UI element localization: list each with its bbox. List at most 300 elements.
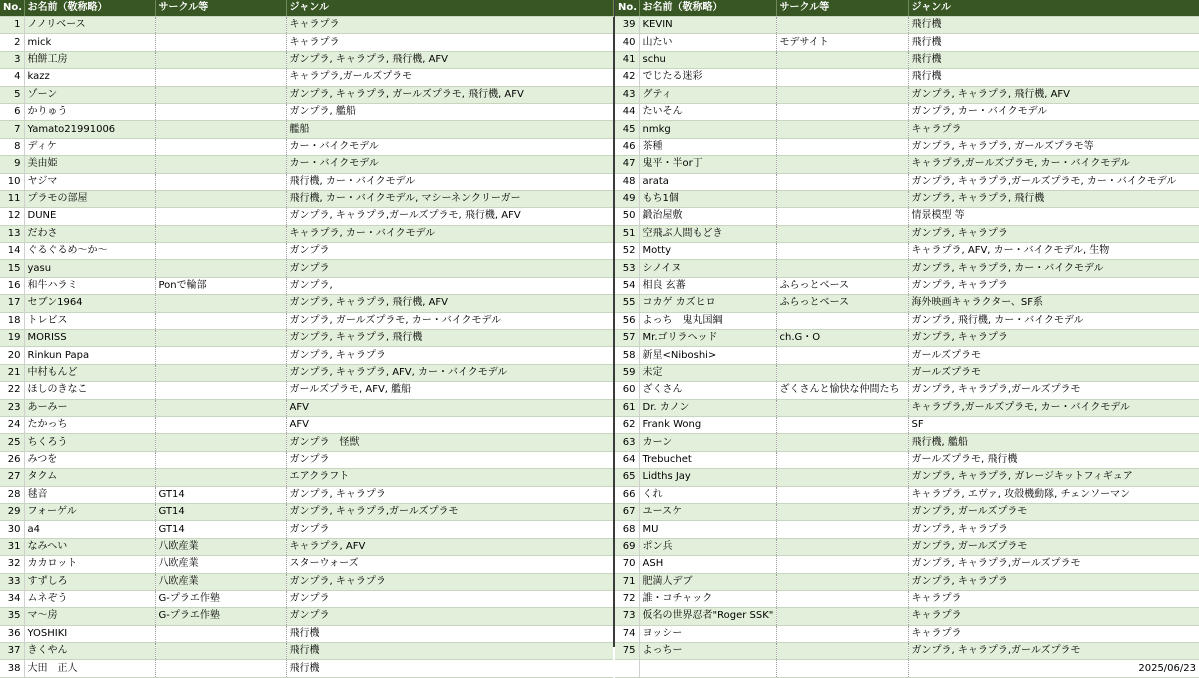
genre-list: スターウォーズ	[286, 556, 613, 573]
participant-name: きくやん	[24, 643, 155, 660]
participant-name: ゾーン	[24, 86, 155, 103]
table-row	[0, 330, 613, 347]
circle-name	[776, 86, 908, 103]
table-row	[615, 573, 1199, 590]
row-number: 56	[615, 312, 639, 329]
row-number: 46	[615, 138, 639, 155]
participant-name: DUNE	[24, 208, 155, 225]
circle-name	[776, 138, 908, 155]
circle-name	[776, 156, 908, 173]
participant-name: カーン	[639, 434, 776, 451]
table-row	[0, 382, 613, 399]
row-number: 23	[0, 399, 24, 416]
row-number: 45	[615, 121, 639, 138]
circle-name: GT14	[155, 486, 286, 503]
row-number: 27	[0, 469, 24, 486]
row-number: 51	[615, 225, 639, 242]
genre-list: エアクラフト	[286, 469, 613, 486]
genre-list: 情景模型 等	[908, 208, 1199, 225]
row-number: 66	[615, 486, 639, 503]
participant-name: 山たい	[639, 34, 776, 51]
genre-list: ガンプラ, キャラプラ, 飛行機	[908, 190, 1199, 207]
update-date: 2025/06/23	[908, 660, 1199, 677]
row-number: 3	[0, 51, 24, 68]
row-number: 54	[615, 277, 639, 294]
genre-list: 飛行機	[908, 69, 1199, 86]
table-row	[0, 503, 613, 520]
row-number: 7	[0, 121, 24, 138]
header-no: No.	[0, 0, 24, 17]
row-number: 39	[615, 17, 639, 34]
genre-list: ガールズプラモ	[908, 347, 1199, 364]
table-row	[0, 51, 613, 68]
right-header-row	[615, 0, 1199, 17]
row-number: 2	[0, 34, 24, 51]
participant-name: ノノリベース	[24, 17, 155, 34]
table-row	[615, 330, 1199, 347]
table-row	[615, 608, 1199, 625]
row-number: 41	[615, 51, 639, 68]
participant-name: フォーゲル	[24, 503, 155, 520]
genre-list: ガンプラ	[286, 521, 613, 538]
row-number: 25	[0, 434, 24, 451]
participant-name: くれ	[639, 486, 776, 503]
table-row	[615, 51, 1199, 68]
participant-name: YOSHIKI	[24, 625, 155, 642]
participant-name: KEVIN	[639, 17, 776, 34]
table-row	[615, 538, 1199, 555]
participant-name: タクム	[24, 469, 155, 486]
circle-name	[776, 503, 908, 520]
row-number: 9	[0, 156, 24, 173]
genre-list: ガンプラ, キャラプラ, ガレージキットフィギュア	[908, 469, 1199, 486]
genre-list: 飛行機, カー・バイクモデル	[286, 173, 613, 190]
circle-name	[776, 608, 908, 625]
genre-list: 海外映画キャラクター、SF系	[908, 295, 1199, 312]
participant-name: a4	[24, 521, 155, 538]
genre-list: ガンプラ, キャラプラ,ガールズプラモ	[286, 503, 613, 520]
participant-name: Trebuchet	[639, 451, 776, 468]
participant-name: もち1個	[639, 190, 776, 207]
genre-list: ガンプラ	[286, 243, 613, 260]
participant-name: ムネぞう	[24, 590, 155, 607]
left-header-row	[0, 0, 613, 17]
table-row	[615, 103, 1199, 120]
circle-name: ch.G・O	[776, 330, 908, 347]
table-row	[615, 243, 1199, 260]
circle-name	[776, 416, 908, 433]
participant-name: schu	[639, 51, 776, 68]
row-number: 48	[615, 173, 639, 190]
participant-name: マ～房	[24, 608, 155, 625]
participant-name: 誰・コチャック	[639, 590, 776, 607]
circle-name	[776, 643, 908, 660]
table-row	[0, 243, 613, 260]
circle-name: 八欧産業	[155, 556, 286, 573]
genre-list: ガンプラ, キャラプラ,ガールズプラモ	[908, 643, 1199, 660]
table-row	[0, 660, 613, 677]
row-number: 16	[0, 277, 24, 294]
table-row	[0, 469, 613, 486]
genre-list: ガンプラ, キャラプラ,ガールズプラモ	[908, 556, 1199, 573]
genre-list: 飛行機	[286, 660, 613, 677]
table-row	[0, 556, 613, 573]
row-number: 60	[615, 382, 639, 399]
genre-list: ガンプラ	[286, 260, 613, 277]
row-number: 34	[0, 590, 24, 607]
table-row	[0, 573, 613, 590]
genre-list: ガンプラ, キャラプラ	[286, 486, 613, 503]
genre-list: ガンプラ, キャラプラ, 飛行機, AFV	[286, 51, 613, 68]
circle-name	[776, 399, 908, 416]
row-number: 71	[615, 573, 639, 590]
genre-list: ガンプラ, キャラプラ	[286, 347, 613, 364]
participant-name: すずしろ	[24, 573, 155, 590]
table-row	[0, 34, 613, 51]
participant-name: セブン1964	[24, 295, 155, 312]
genre-list: キャラプラ, AFV	[286, 538, 613, 555]
row-number: 42	[615, 69, 639, 86]
table-row	[0, 277, 613, 294]
row-number: 36	[0, 625, 24, 642]
participant-name: よっち 鬼丸国綱	[639, 312, 776, 329]
genre-list: AFV	[286, 416, 613, 433]
table-row	[615, 434, 1199, 451]
participant-name: 未定	[639, 364, 776, 381]
table-row	[615, 173, 1199, 190]
table-row	[0, 486, 613, 503]
genre-list: キャラプラ	[286, 17, 613, 34]
circle-name	[776, 434, 908, 451]
participant-name: 大田 正人	[24, 660, 155, 677]
row-number: 6	[0, 103, 24, 120]
genre-list: ガンプラ, キャラプラ, 飛行機, AFV	[908, 86, 1199, 103]
table-row	[615, 590, 1199, 607]
participant-name: ポン兵	[639, 538, 776, 555]
row-number: 33	[0, 573, 24, 590]
participant-name: ヤジマ	[24, 173, 155, 190]
genre-list: ガンプラ	[286, 590, 613, 607]
row-number: 50	[615, 208, 639, 225]
table-row	[0, 643, 613, 660]
table-row	[0, 260, 613, 277]
table-row	[615, 364, 1199, 381]
header-circle: サークル等	[776, 0, 908, 17]
row-number: 5	[0, 86, 24, 103]
genre-list: ガンプラ, キャラプラ, 飛行機	[286, 330, 613, 347]
participant-name: Mr.ゴリラヘッド	[639, 330, 776, 347]
genre-list: ガンプラ, キャラプラ	[286, 573, 613, 590]
genre-list: ガンプラ, ガールズプラモ	[908, 538, 1199, 555]
circle-name	[155, 416, 286, 433]
circle-name	[776, 190, 908, 207]
table-row	[615, 556, 1199, 573]
participant-name: グティ	[639, 86, 776, 103]
participant-name: シノイヌ	[639, 260, 776, 277]
table-row	[615, 295, 1199, 312]
row-number: 17	[0, 295, 24, 312]
table-row	[615, 521, 1199, 538]
row-number: 38	[0, 660, 24, 677]
circle-name: モデサイト	[776, 34, 908, 51]
genre-list: 飛行機	[908, 17, 1199, 34]
circle-name	[155, 260, 286, 277]
participant-name: 柏餅工房	[24, 51, 155, 68]
participant-name: ちくろう	[24, 434, 155, 451]
row-number: 53	[615, 260, 639, 277]
table-row	[0, 138, 613, 155]
row-number: 75	[615, 643, 639, 660]
circle-name	[155, 51, 286, 68]
table-row	[0, 590, 613, 607]
row-number: 40	[615, 34, 639, 51]
genre-list: ガンプラ, キャラプラ, AFV, カー・バイクモデル	[286, 364, 613, 381]
circle-name	[155, 434, 286, 451]
circle-name	[776, 451, 908, 468]
circle-name	[776, 347, 908, 364]
participant-name: よっちー	[639, 643, 776, 660]
row-number: 29	[0, 503, 24, 520]
participant-name: ユースケ	[639, 503, 776, 520]
circle-name	[155, 121, 286, 138]
table-row	[615, 260, 1199, 277]
participant-name: kazz	[24, 69, 155, 86]
genre-list: ガールズプラモ, AFV, 艦船	[286, 382, 613, 399]
row-number: 26	[0, 451, 24, 468]
participant-name: でじたる迷彩	[639, 69, 776, 86]
circle-name: Ponで輪部	[155, 277, 286, 294]
circle-name	[776, 243, 908, 260]
table-row	[615, 156, 1199, 173]
participant-name: ぐるぐるめ～か～	[24, 243, 155, 260]
circle-name	[155, 364, 286, 381]
circle-name: ふらっとベース	[776, 295, 908, 312]
footer-row	[615, 660, 1199, 677]
row-number: 24	[0, 416, 24, 433]
row-number: 32	[0, 556, 24, 573]
genre-list: ガンプラ, カー・バイクモデル	[908, 103, 1199, 120]
row-number: 55	[615, 295, 639, 312]
circle-name	[776, 103, 908, 120]
genre-list: ガンプラ, キャラプラ,ガールズプラモ	[908, 382, 1199, 399]
genre-list: ガンプラ, 飛行機, カー・バイクモデル	[908, 312, 1199, 329]
genre-list: キャラプラ, AFV, カー・バイクモデル, 生物	[908, 243, 1199, 260]
table-row	[615, 347, 1199, 364]
row-number: 52	[615, 243, 639, 260]
row-number: 21	[0, 364, 24, 381]
table-row	[615, 86, 1199, 103]
row-number: 65	[615, 469, 639, 486]
circle-name	[155, 643, 286, 660]
circle-name	[776, 538, 908, 555]
header-no: No.	[615, 0, 639, 17]
circle-name	[155, 34, 286, 51]
table-row	[615, 469, 1199, 486]
participant-name: arata	[639, 173, 776, 190]
circle-name	[155, 469, 286, 486]
participant-name: あーみー	[24, 399, 155, 416]
genre-list: キャラプラ,ガールズプラモ	[286, 69, 613, 86]
participant-name: Frank Wong	[639, 416, 776, 433]
table-row	[615, 225, 1199, 242]
genre-list: ガンプラ 怪獣	[286, 434, 613, 451]
table-row	[0, 208, 613, 225]
circle-name	[776, 225, 908, 242]
participant-name: ざくさん	[639, 382, 776, 399]
table-row	[615, 69, 1199, 86]
genre-list: ガンプラ, キャラプラ	[908, 330, 1199, 347]
genre-list: SF	[908, 416, 1199, 433]
participant-name: ほしのきなこ	[24, 382, 155, 399]
participant-name: たいそん	[639, 103, 776, 120]
genre-list: ガンプラ, ガールズプラモ	[908, 503, 1199, 520]
row-number: 63	[615, 434, 639, 451]
circle-name	[776, 486, 908, 503]
genre-list: キャラプラ	[908, 590, 1199, 607]
circle-name	[155, 399, 286, 416]
genre-list: 飛行機, カー・バイクモデル, マシーネンクリーガー	[286, 190, 613, 207]
participant-name: 肥満人デブ	[639, 573, 776, 590]
circle-name	[155, 173, 286, 190]
circle-name	[155, 208, 286, 225]
circle-name	[776, 69, 908, 86]
row-number: 73	[615, 608, 639, 625]
table-row	[0, 625, 613, 642]
genre-list: 飛行機, 艦船	[908, 434, 1199, 451]
table-row	[0, 190, 613, 207]
participant-name: Yamato21991006	[24, 121, 155, 138]
participant-name: yasu	[24, 260, 155, 277]
circle-name	[155, 103, 286, 120]
circle-name	[776, 573, 908, 590]
genre-list: カー・バイクモデル	[286, 138, 613, 155]
genre-list: ガンプラ, キャラプラ, ガールズプラモ, 飛行機, AFV	[286, 86, 613, 103]
table-row	[0, 173, 613, 190]
circle-name: 八欧産業	[155, 538, 286, 555]
empty-cell	[615, 660, 639, 677]
circle-name	[776, 590, 908, 607]
circle-name	[776, 173, 908, 190]
participant-name: たかっち	[24, 416, 155, 433]
row-number: 67	[615, 503, 639, 520]
participant-name: MORISS	[24, 330, 155, 347]
genre-list: キャラプラ	[908, 121, 1199, 138]
genre-list: ガンプラ	[286, 451, 613, 468]
genre-list: 飛行機	[908, 51, 1199, 68]
row-number: 4	[0, 69, 24, 86]
row-number: 19	[0, 330, 24, 347]
circle-name: GT14	[155, 521, 286, 538]
circle-name: G-プラエ作塾	[155, 608, 286, 625]
right-table-body	[615, 17, 1199, 678]
row-number: 31	[0, 538, 24, 555]
row-number: 43	[615, 86, 639, 103]
table-row	[0, 521, 613, 538]
right-participant-table	[615, 0, 1199, 678]
header-genre: ジャンル	[286, 0, 613, 17]
circle-name	[155, 190, 286, 207]
participant-name: Dr. カノン	[639, 399, 776, 416]
circle-name	[155, 86, 286, 103]
circle-name	[155, 69, 286, 86]
circle-name	[155, 312, 286, 329]
participant-name: プラモの部屋	[24, 190, 155, 207]
table-row	[0, 69, 613, 86]
row-number: 64	[615, 451, 639, 468]
genre-list: ガンプラ, キャラプラ, ガールズプラモ等	[908, 138, 1199, 155]
genre-list: ガンプラ,	[286, 277, 613, 294]
participant-name: ディケ	[24, 138, 155, 155]
participant-name: 鬼平・半or丁	[639, 156, 776, 173]
participant-name: ASH	[639, 556, 776, 573]
participant-name: Motty	[639, 243, 776, 260]
participant-name: コカゲ カズヒロ	[639, 295, 776, 312]
circle-name	[776, 521, 908, 538]
circle-name	[776, 17, 908, 34]
row-number: 15	[0, 260, 24, 277]
participant-name: かりゅう	[24, 103, 155, 120]
table-row	[615, 17, 1199, 34]
row-number: 12	[0, 208, 24, 225]
empty-cell	[639, 660, 776, 677]
table-row	[0, 364, 613, 381]
table-row	[615, 138, 1199, 155]
row-number: 37	[0, 643, 24, 660]
circle-name	[155, 660, 286, 677]
genre-list: キャラプラ, エヴァ, 攻殻機動隊, チェンソーマン	[908, 486, 1199, 503]
participant-name: カカロット	[24, 556, 155, 573]
row-number: 61	[615, 399, 639, 416]
circle-name	[155, 347, 286, 364]
table-row	[0, 17, 613, 34]
participant-name: 仮名の世界忍者"Roger SSK"	[639, 608, 776, 625]
table-row	[615, 34, 1199, 51]
row-number: 22	[0, 382, 24, 399]
genre-list: ガンプラ, キャラプラ	[908, 277, 1199, 294]
participant-name: mick	[24, 34, 155, 51]
genre-list: ガールズプラモ	[908, 364, 1199, 381]
genre-list: 飛行機	[908, 34, 1199, 51]
genre-list: カー・バイクモデル	[286, 156, 613, 173]
genre-list: 飛行機	[286, 643, 613, 660]
row-number: 69	[615, 538, 639, 555]
participant-name: 鍛治屋敷	[639, 208, 776, 225]
table-row	[615, 416, 1199, 433]
table-row	[0, 156, 613, 173]
row-number: 30	[0, 521, 24, 538]
left-table-body	[0, 17, 613, 678]
right-table-section	[615, 0, 1199, 674]
row-number: 10	[0, 173, 24, 190]
circle-name	[155, 625, 286, 642]
participant-name: 中村もんど	[24, 364, 155, 381]
participant-name: Rinkun Papa	[24, 347, 155, 364]
circle-name	[155, 156, 286, 173]
table-row	[0, 608, 613, 625]
circle-name	[776, 208, 908, 225]
circle-name	[776, 51, 908, 68]
circle-name	[776, 556, 908, 573]
row-number: 35	[0, 608, 24, 625]
circle-name	[776, 312, 908, 329]
circle-name	[155, 382, 286, 399]
table-row	[615, 486, 1199, 503]
row-number: 11	[0, 190, 24, 207]
participant-name: 空飛ぶ人間もどき	[639, 225, 776, 242]
row-number: 72	[615, 590, 639, 607]
genre-list: ガンプラ, キャラプラ,ガールズプラモ, カー・バイクモデル	[908, 173, 1199, 190]
table-row	[0, 295, 613, 312]
